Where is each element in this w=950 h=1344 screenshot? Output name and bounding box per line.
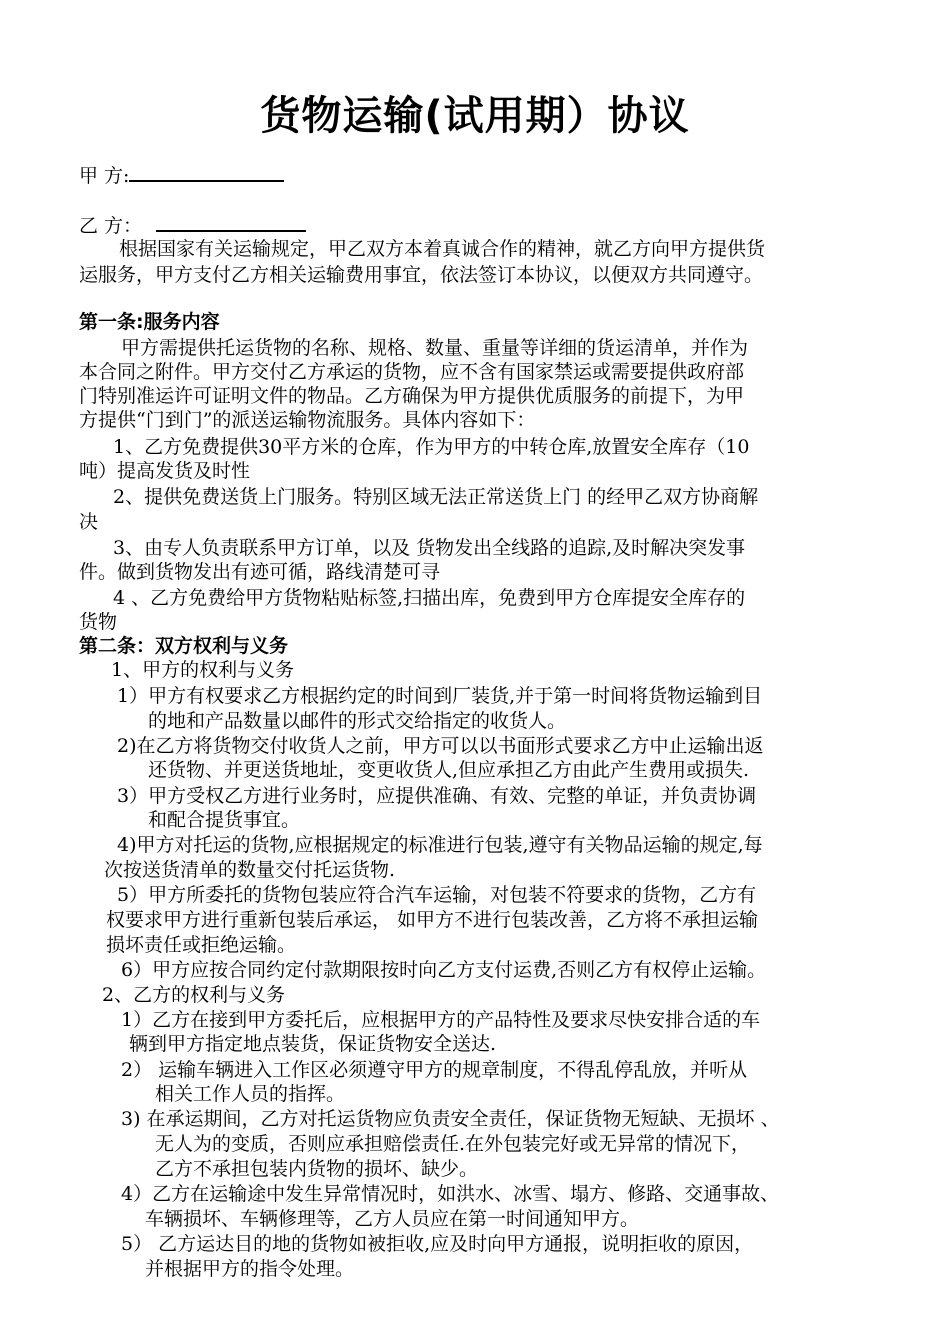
section2-a-line: 2)在乙方将货物交付收货人之前，甲方可以以书面形式要求乙方中止运输出返 <box>117 735 764 757</box>
section2-b-line: 相关工作人员的指挥。 <box>155 1083 346 1105</box>
intro-line: 根据国家有关运输规定，甲乙双方本着真诚合作的精神，就乙方向甲方提供货 <box>119 238 766 260</box>
section1-line: 甲方需提供托运货物的名称、规格、数量、重量等详细的货运清单，并作为 <box>121 337 749 359</box>
page-title: 货物运输(试用期）协议 <box>260 93 690 139</box>
section2-a-line: 损坏责任或拒绝运输。 <box>106 934 297 956</box>
section2-b-line: 无人为的变质，否则应承担赔偿责任.在外包装完好或无异常的情况下， <box>155 1133 751 1155</box>
section2-a-line: 和配合提货事宜。 <box>148 809 301 831</box>
section1-line: 货物 <box>79 611 118 633</box>
section2-a-line: 6）甲方应按合同约定付款期限按时向乙方支付运费,否则乙方有权停止运输。 <box>121 959 767 981</box>
section2-a-line: 的地和产品数量以邮件的形式交给指定的收货人。 <box>148 710 567 732</box>
party-b-label: 乙 方： <box>79 215 143 237</box>
section2-b-line: 4）乙方在运输途中发生异常情况时，如洪水、冰雪、塌方、修路、交通事故、 <box>121 1183 780 1205</box>
section2-b-line: 5） 乙方运达目的地的货物如被拒收,应及时向甲方通报，说明拒收的原因， <box>121 1233 754 1255</box>
party-a-line <box>79 162 284 188</box>
section1-line: 方提供“门到门”的派送运输物流服务。具体内容如下： <box>79 409 536 431</box>
intro-line: 运服务，甲方支付乙方相关运输费用事宜，依法签订本协议，以便双方共同遵守。 <box>79 264 764 286</box>
section2-heading: 第二条：双方权利与义务 <box>79 635 289 657</box>
section2-a-line: 次按送货清单的数量交付托运货物. <box>104 859 396 881</box>
section2-b-line: 3) 在承运期间，乙方对托运货物应负责安全责任，保证货物无短缺、无损坏 、 <box>121 1108 780 1130</box>
party-b-blank <box>156 212 306 232</box>
section2-a-line: 权要求甲方进行重新包装后承运， 如甲方不进行包装改善，乙方将不承担运输 <box>106 909 759 931</box>
section1-line: 件。做到货物发出有迹可循，路线清楚可寻 <box>79 561 441 583</box>
party-a-label: 甲 方: <box>79 165 130 187</box>
party-b-line <box>79 212 306 238</box>
section2-a-line: 还货物、并更送货地址，变更收货人,但应承担乙方由此产生费用或损失. <box>148 759 750 781</box>
section2-a-line: 5）甲方所委托的货物包装应符合汽车运输，对包装不符要求的货物，乙方有 <box>117 884 757 906</box>
section1-line: 4 、乙方免费给甲方货物粘贴标签,扫描出库，免费到甲方仓库提安全库存的 <box>113 587 746 609</box>
section2-a-line: 4)甲方对托运的货物,应根据规定的标准进行包装,遵守有关物品运输的规定,每 <box>117 834 763 856</box>
section1-line: 本合同之附件。甲方交付乙方承运的货物，应不含有国家禁运或需要提供政府部 <box>79 361 745 383</box>
section1-line: 3、由专人负责联系甲方订单，以及 货物发出全线路的追踪,及时解决突发事 <box>113 537 746 559</box>
section1-line: 吨）提高发货及时性 <box>79 460 251 482</box>
section2-a-line: 1）甲方有权要求乙方根据约定的时间到厂装货,并于第一时间将货物运输到目 <box>117 685 763 707</box>
section2-subheading-b: 2、乙方的权利与义务 <box>102 984 286 1006</box>
section1-line: 1、乙方免费提供30平方米的仓库，作为甲方的中转仓库,放置安全库存（10 <box>113 436 750 458</box>
section2-b-line: 乙方不承担包装内货物的损坏、缺少。 <box>155 1158 479 1180</box>
section1-line: 门特别准运许可证明文件的物品。乙方确保为甲方提供优质服务的前提下，为甲 <box>79 385 745 407</box>
section2-a-line: 3）甲方受权乙方进行业务时，应提供准确、有效、完整的单证，并负责协调 <box>117 785 757 807</box>
section2-b-line: 2） 运输车辆进入工作区必须遵守甲方的规章制度，不得乱停乱放，并听从 <box>121 1059 748 1081</box>
section1-line: 决 <box>79 511 99 533</box>
section2-b-line: 1）乙方在接到甲方委托后，应根据甲方的产品特性及要求尽快安排合适的车 <box>121 1009 761 1031</box>
section2-subheading-a: 1、甲方的权利与义务 <box>111 659 295 681</box>
section2-b-line: 并根据甲方的指令处理。 <box>145 1258 355 1280</box>
section2-b-line: 辆到甲方指定地点装货，保证货物安全送达. <box>129 1033 497 1055</box>
party-a-blank <box>129 162 284 182</box>
section1-heading: 第一条:服务内容 <box>79 311 220 333</box>
section1-line: 2、提供免费送货上门服务。特别区域无法正常送货上门 的经甲乙双方协商解 <box>113 486 759 508</box>
section2-b-line: 车辆损坏、车辆修理等，乙方人员应在第一时间通知甲方。 <box>145 1208 640 1230</box>
